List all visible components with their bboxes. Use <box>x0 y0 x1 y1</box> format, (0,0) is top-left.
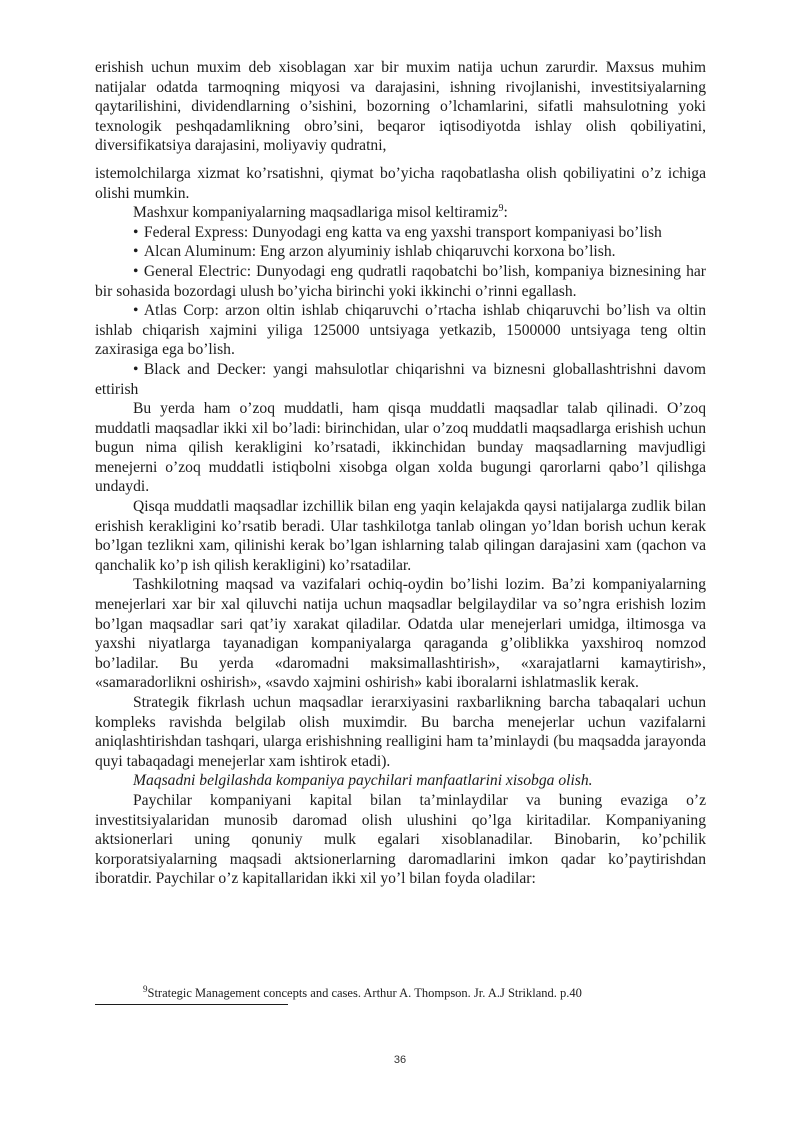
paragraph-6: Tashkilotning maqsad va vazifalari ochiq-oydin bo’lishi lozim. Ba’zi kompaniyalarning menejerlari xar bir xal qiluvchi natija uchun maqsadlar belgilaydilar va so’ngra erishish lozim bo’lgan maqsadlar sari qat’iy xarakat qiladilar. Odatda ular menejerlari umidga, iltimosga va yaxshi niyatlarga tayanadigan kompaniyalarga qaraganda g’oliblikka yaxshiroq nomzod bo’ladilar. Bu yerda «daromadni maksimallashtirish», «xarajatlarni kamaytirish», «samaradorlikni oshirish», «savdo xajmini oshirish» kabi iboralarni ishlatmaslik kerak. <box>95 576 706 692</box>
paragraph-1: erishish uchun muxim deb xisoblagan xar bir muxim natija uchun zarurdir. Maxsus muhim natijalar odatda tarmoqning miqyosi va darajasini, ishning rivojlanishi, investitsiyalarning qaytarilishini, dividendlarning o’sishini, bozorning o’lchamlarini, sifatli mahsulotning yoki texnologik peshqadamlikning obro’sini, beqaror iqtisodiyotda ishlay olish qobiliyatini, diversifikatsiya darajasini, moliyaviy qudratni, <box>95 59 706 155</box>
paragraph-5: Qisqa muddatli maqsadlar izchillik bilan eng yaqin kelajakda qaysi natijalarga zudlik bilan erishish kerakligini ko’rsatib beradi. Ular tashkilotga tanlab olingan yo’ldan borish uchun kerak bo’lgan tezlikni xam, qilinishi kerak bo’lgan ishlarning talab qilingan darajasini xam (qachon va qanchalik ko’p ish qilish kerakligini) ko’rsatadilar. <box>95 498 706 574</box>
paragraph-3-text: Mashxur kompaniyalarning maqsadlariga misol keltiramiz <box>133 204 499 222</box>
paragraph-4: Bu yerda ham o’zoq muddatli, ham qisqa muddatli maqsadlar talab qilinadi. O’zoq muddatli maqsadlar ikki xil bo’ladi: birinchidan, ular o’zoq muddatli maqsadlarga erishish uchun bugun nima qilish kerakligini ko’rsatadi, ikkinchidan bunday maqsadlarning mavjudligi menejerni o’zoq muddatli istiqbolni xisobga olgan xolda bugungi qarorlarni qabo’l qilishga undaydi. <box>95 400 706 496</box>
bullet-icon: • <box>133 302 139 320</box>
bullet-text: Black and Decker: yangi mahsulotlar chiqarishni va biznesni globallashtrishni davom ettirish <box>95 360 706 398</box>
footnote-text: Strategic Management concepts and cases. Arthur A. Thompson. Jr. A.J Strikland. p.40 <box>147 986 582 1000</box>
paragraph-8: Paychilar kompaniyani kapital bilan ta’minlaydilar va buning evaziga o’z investitsiyalaridan munosib daromad olish ulushini qo’lga kiritadilar. Kompaniyaning aktsionerlari uning qonuniy mulk egalari xisoblanadilar. Binobarin, ko’pchilik korporatsiyalarning maqsadi aktsionerlarning daromadlarini imkon qadar ko’paytirishdan iboratdir. Paychilar o’z kapitallaridan ikki xil yo’l bilan foyda oladilar: <box>95 791 706 888</box>
bullet-icon: • <box>133 243 139 261</box>
paragraph-3-tail: : <box>503 204 508 222</box>
page-number: 36 <box>393 1054 407 1066</box>
bullet-item <box>95 262 706 301</box>
bullet-item <box>95 360 706 399</box>
bullet-icon: • <box>133 360 139 378</box>
bullet-text: Federal Express: Dunyodagi eng katta va eng yaxshi transport kompaniyasi bo’lish <box>143 223 662 241</box>
bullet-text: General Electric: Dunyodagi eng qudratli raqobatchi bo’lish, kompaniya biznesining har bir sohasida bozordagi ulush bo’yicha birinchi yoki ikkinchi o’rinni egallash. <box>95 262 706 300</box>
paragraph-2: istemolchilarga xizmat ko’rsatishni, qiymat bo’yicha raqobatlasha olish qobiliyatini o’z ichiga olishi mumkin. <box>95 164 706 202</box>
bullet-item <box>95 242 706 262</box>
footnote-reference: 9 <box>498 202 504 214</box>
footnote-divider <box>95 1004 288 1005</box>
bullet-icon: • <box>133 223 139 241</box>
document-body <box>95 58 706 889</box>
paragraph-7: Strategik fikrlash uchun maqsadlar ierarxiyasini raxbarlikning barcha tabaqalari uchun kompleks ravishda belgilab olish muximdir. Bu barcha menejerlar uchun vazifalarni aniqlashtirishdan tashqari, ularga erishishning realligini ham ta’minlaydi (bu maqsadda jarayonda quyi tabaqadagi menejerlar xam ishtirok etadi). <box>95 694 706 770</box>
footnote-number: 9 <box>143 983 148 994</box>
bullet-text: Alcan Aluminum: Eng arzon alyuminiy ishlab chiqaruvchi korxona bo’lish. <box>143 243 616 261</box>
bullet-text: Atlas Corp: arzon oltin ishlab chiqaruvchi o’rtacha ishlab chiqaruvchi bo’lish va oltin ishlab chiqarish xajmini yiliga 125000 untsiyaga yetkazib, 1500000 untsiyaga teng oltin zaxirasiga ega bo’lish. <box>95 302 706 359</box>
bullet-item <box>95 301 706 360</box>
paragraph-3 <box>95 203 706 223</box>
footnote <box>143 985 703 1001</box>
section-heading <box>95 771 706 791</box>
bullet-item <box>95 223 706 243</box>
bullet-icon: • <box>133 262 139 280</box>
section-heading-text: Maqsadni belgilashda kompaniya paychilari manfaatlarini xisobga olish. <box>133 772 593 790</box>
